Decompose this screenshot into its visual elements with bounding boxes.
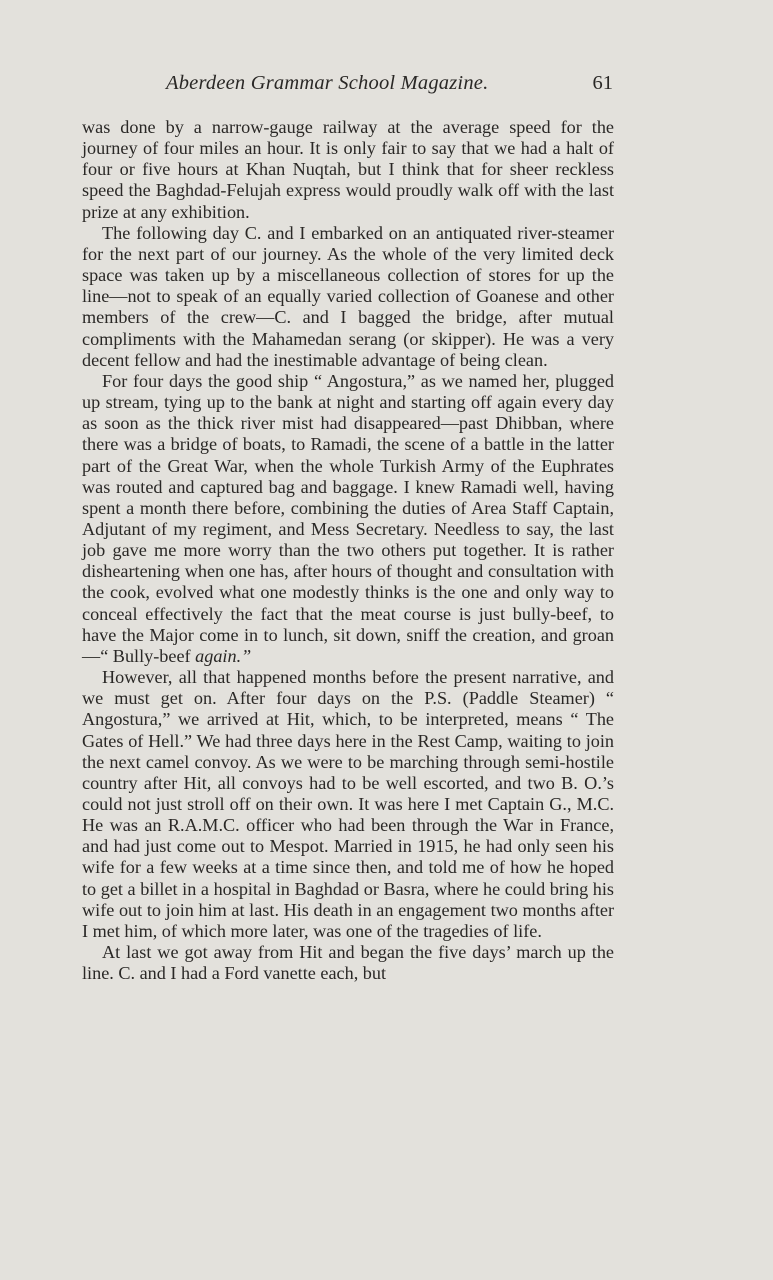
paragraph-march: At last we got away from Hit and began the five days’ march up the line. C. and I had a Ford vanette each, but — [82, 942, 614, 984]
article-body — [82, 117, 614, 984]
italic-again: again.” — [195, 645, 252, 666]
paragraph-angostura — [82, 371, 614, 667]
magazine-title: Aberdeen Grammar School Magazine. — [166, 72, 489, 94]
page-number: 61 — [592, 72, 613, 94]
paragraph-continued: was done by a narrow-gauge railway at the average speed for the journey of four miles an hour. It is only fair to say that we had a halt of four or five hours at Khan Nuqtah, but I think that for sheer reckless speed the Baghdad-Felujah express would proudly walk off with the last prize at any exhibition. — [82, 117, 614, 222]
paragraph-steamer: The following day C. and I embarked on an antiquated river-steamer for the next part of our journey. As the whole of the very limited deck space was taken up by a miscellaneous collection of stores for up the line—not to speak of an equally varied collection of Goanese and other members of the crew—C. and I bagged the bridge, after mutual compliments with the Mahamedan serang (or skipper). He was a very decent fellow and had the inestimable advantage of being clean. — [82, 222, 614, 370]
paragraph-angostura-text: For four days the good ship “ Angostura,” as we named her, plugged up stream, tying up to the bank at night and starting off again every day as soon as the thick river mist had disappeared—past Dhibban, where there was a bridge of boats, to Ramadi, the scene of a battle in the latter part of the Great War, when the whole Turkish Army of the Euphrates was routed and captured bag and baggage. I knew Ramadi well, having spent a month there before, combining the duties of Area Staff Captain, Adjutant of my regiment, and Mess Secretary. Needless to say, the last job gave me more worry than the two others put together. It is rather disheartening when one has, after hours of thought and consultation with the cook, evolved what one modestly thinks is the one and only way to conceal effectively the fact that the meat course is just bully-beef, to have the Major come in to lunch, sit down, sniff the creation, and groan—“ Bully-beef — [82, 370, 614, 666]
running-header — [118, 72, 613, 102]
paragraph-hit: However, all that happened months before the present narrative, and we must get on. After four days on the P.S. (Paddle Steamer) “ Angostura,” we arrived at Hit, which, to be interpreted, means “ The Gates of Hell.” We had three days here in the Rest Camp, waiting to join the next camel convoy. As we were to be marching through semi-hostile country after Hit, all convoys had to be well escorted, and two B. O.’s could not just stroll off on their own. It was here I met Captain G., M.C. He was an R.A.M.C. officer who had been through the War in France, and had just come out to Mespot. Married in 1915, he had only seen his wife for a few weeks at a time since then, and told me of how he hoped to get a billet in a hospital in Baghdad or Basra, where he could bring his wife out to join him at last. His death in an engagement two months after I met him, of which more later, was one of the tragedies of life. — [82, 667, 614, 941]
